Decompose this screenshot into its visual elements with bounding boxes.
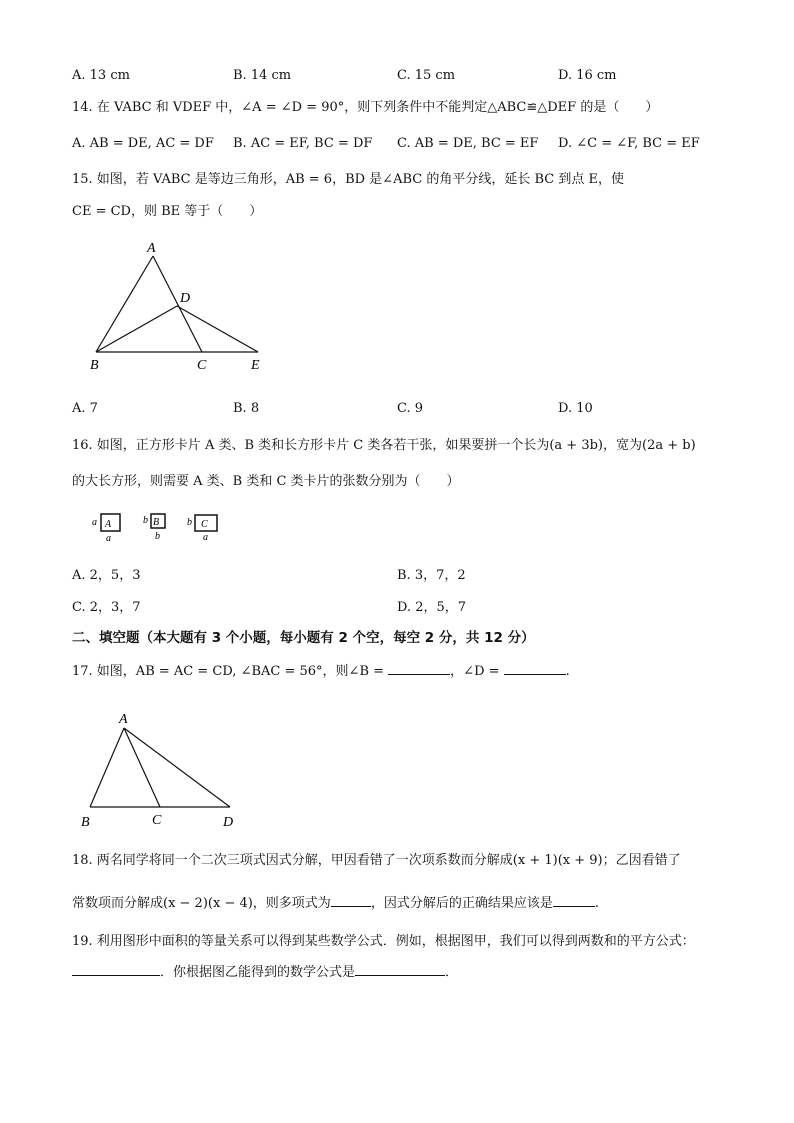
- q17-stem-mid: ，∠D =: [450, 664, 500, 679]
- q18-line2-end: .: [594, 896, 599, 911]
- q16-card-b-side: b: [143, 515, 148, 526]
- q18-line2-pre: 常数项而分解成(x − 2)(x − 4)，则多项式为: [72, 896, 331, 911]
- q15-bisector-bd: [96, 306, 177, 352]
- q13-option-b: B. 14 cm: [233, 68, 292, 83]
- q16-cards-figure: [88, 508, 238, 544]
- q16-card-b: [143, 514, 165, 542]
- q15-label-d: D: [180, 291, 191, 306]
- q18-line2: [72, 894, 599, 913]
- q17-stem: [72, 662, 570, 681]
- q15-label-c: C: [197, 358, 207, 373]
- q15-label-e: E: [251, 358, 260, 373]
- q15-figure: [80, 236, 280, 376]
- q18-blank-polynomial[interactable]: [331, 894, 371, 907]
- q16-stem-line1: 16. 如图，正方形卡片 A 类、B 类和长方形卡片 C 类各若干张，如果要拼一个长为(a + 3b)，宽为(2a + b): [72, 438, 696, 453]
- q16-option-a: A. 2，5，3: [72, 568, 141, 583]
- q19-line2-end: ．: [445, 965, 459, 980]
- q19-line2-mid: ．你根据图乙能得到的数学公式是: [160, 965, 356, 980]
- q16-card-c: [187, 515, 217, 543]
- q19-blank-yi[interactable]: [355, 963, 445, 976]
- q17-figure: [74, 706, 244, 836]
- q16-option-b: B. 3，7，2: [397, 568, 466, 583]
- q15-option-c: C. 9: [397, 401, 424, 416]
- q16-card-a-side: a: [92, 517, 97, 528]
- q17-side-ab: [90, 728, 124, 807]
- q15-stem-line2: CE = CD，则 BE 等于（ ）: [72, 204, 263, 219]
- q14-option-b: B. AC = EF, BC = DF: [233, 136, 373, 151]
- q15-stem-line1: 15. 如图，若 VABC 是等边三角形，AB = 6，BD 是∠ABC 的角平分线，延长 BC 到点 E，使: [72, 172, 624, 187]
- q19-line1: 19. 利用图形中面积的等量关系可以得到某些数学公式．例如，根据图甲，我们可以得到两数和的平方公式：: [72, 934, 695, 949]
- q17-label-a: A: [119, 712, 128, 727]
- q13-option-c: C. 15 cm: [397, 68, 456, 83]
- q19-blank-jia[interactable]: [72, 963, 160, 976]
- q17-label-c: C: [152, 813, 162, 828]
- q15-option-d: D. 10: [558, 401, 593, 416]
- q15-option-b: B. 8: [233, 401, 260, 416]
- q17-stem-end: .: [565, 664, 570, 679]
- q16-card-a-letter: A: [105, 519, 112, 530]
- q18-line1: 18. 两名同学将同一个二次三项式因式分解，甲因看错了一次项系数而分解成(x + 1)(x + 9)；乙因看错了: [72, 853, 681, 868]
- q17-stem-pre: 17. 如图，AB = AC = CD, ∠BAC = 56°，则∠B =: [72, 664, 385, 679]
- q16-option-d: D. 2，5，7: [397, 600, 467, 615]
- q16-card-a-bottom: a: [106, 533, 111, 544]
- q16-card-a: [92, 514, 120, 544]
- q17-side-ad: [124, 728, 230, 807]
- q18-line2-mid: ，因式分解后的正确结果应该是: [370, 896, 553, 911]
- q17-side-ac: [124, 728, 160, 807]
- q14-option-c: C. AB = DE, BC = EF: [397, 136, 539, 151]
- q15-side-ac: [153, 256, 202, 352]
- q16-card-c-bottom: a: [203, 532, 208, 543]
- q15-option-a: A. 7: [72, 401, 98, 416]
- q16-card-b-letter: B: [153, 517, 160, 528]
- q16-card-c-side: b: [187, 517, 192, 528]
- q17-blank-d[interactable]: [504, 662, 566, 675]
- q15-label-b: B: [90, 358, 99, 373]
- q16-option-c: C. 2，3，7: [72, 600, 141, 615]
- section2-heading: 二、填空题（本大题有 3 个小题，每小题有 2 个空，每空 2 分，共 12 分）: [72, 630, 535, 646]
- q15-label-a: A: [147, 241, 156, 256]
- q14-stem: 14. 在 VABC 和 VDEF 中，∠A = ∠D = 90°，则下列条件中不能判定△ABC≌△DEF 的是（ ）: [72, 100, 659, 115]
- q16-card-c-letter: C: [201, 519, 208, 530]
- q16-card-b-bottom: b: [155, 531, 160, 542]
- q14-option-d: D. ∠C = ∠F, BC = EF: [558, 136, 700, 151]
- q14-option-a: A. AB = DE, AC = DF: [72, 136, 214, 151]
- q16-stem-line2: 的大长方形，则需要 A 类、B 类和 C 类卡片的张数分别为（ ）: [72, 474, 460, 489]
- q13-option-a: A. 13 cm: [72, 68, 130, 83]
- q17-blank-b[interactable]: [388, 662, 450, 675]
- q17-label-d: D: [223, 815, 234, 830]
- q15-segment-de: [177, 306, 258, 352]
- q15-side-ab: [96, 256, 153, 352]
- q13-option-d: D. 16 cm: [558, 68, 617, 83]
- q19-line2: [72, 963, 458, 982]
- q17-label-b: B: [81, 815, 90, 830]
- q18-blank-result[interactable]: [553, 894, 595, 907]
